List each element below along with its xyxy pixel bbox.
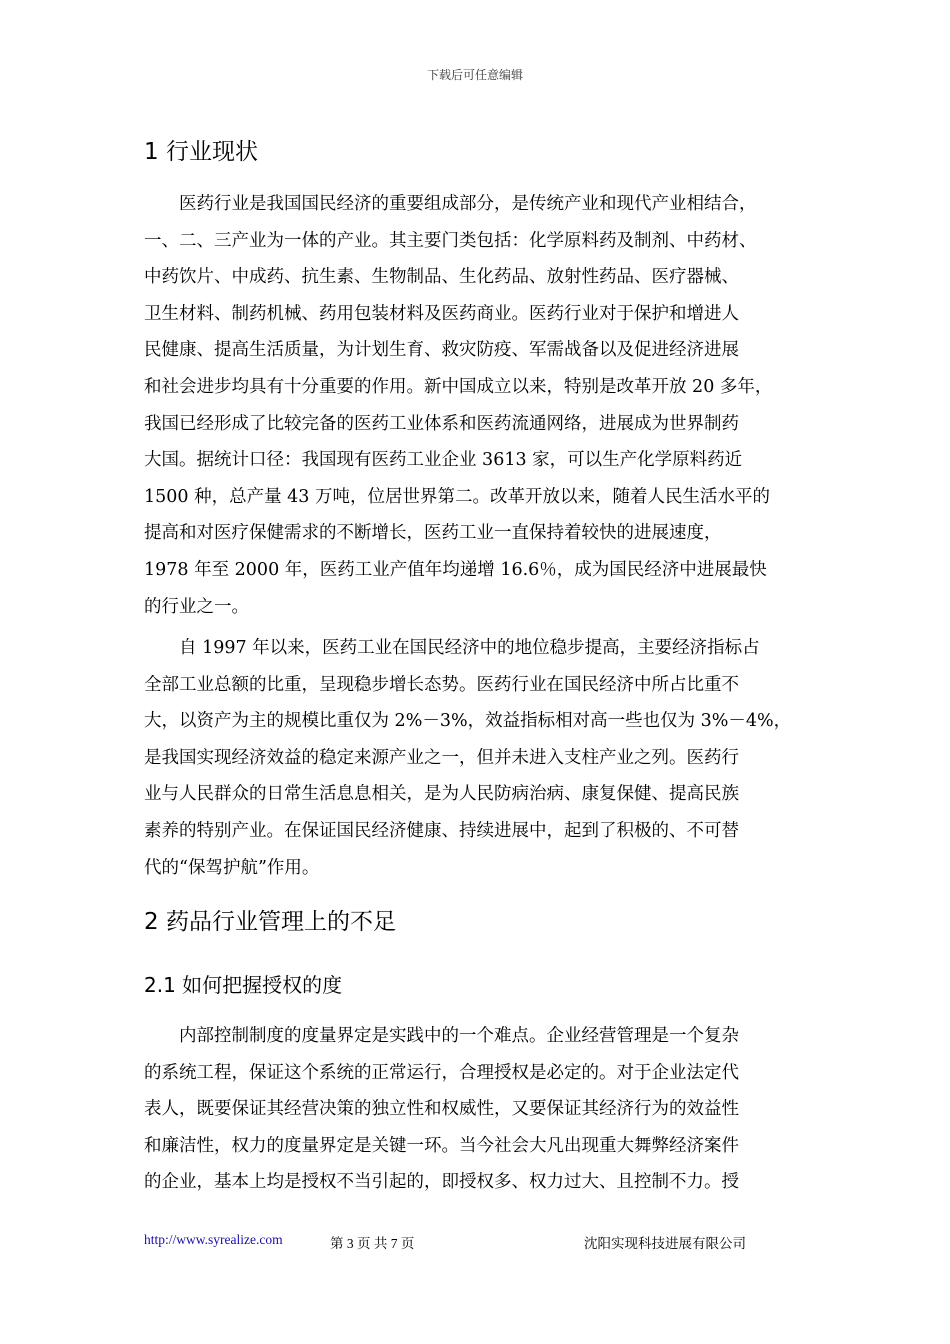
text-line: 1500 种，总产量 43 万吨，位居世界第二。改革开放以来，随着人民生活水平的 bbox=[144, 486, 770, 507]
text-line: 素养的特别产业。在保证国民经济健康、持续进展中，起到了积极的、不可替 bbox=[144, 820, 739, 841]
text-line: 1978 年至 2000 年，医药工业产值年均递增 16.6％，成为国民经济中进展最快 bbox=[144, 559, 767, 580]
footer-company-name: 沈阳实现科技进展有限公司 bbox=[584, 1236, 746, 1251]
section-1-paragraph-2 bbox=[144, 630, 820, 886]
section-2-1-paragraph-1 bbox=[144, 1018, 820, 1201]
text-line: 代的“保驾护航”作用。 bbox=[144, 857, 320, 878]
text-line: 我国已经形成了比较完备的医药工业体系和医药流通网络，进展成为世界制药 bbox=[144, 413, 739, 434]
text-line: 的系统工程，保证这个系统的正常运行，合理授权是必定的。对于企业法定代 bbox=[144, 1062, 739, 1083]
section-2-1-title: 2.1 如何把握授权的度 bbox=[144, 973, 343, 997]
text-line: 的企业，基本上均是授权不当引起的，即授权多、权力过大、且控制不力。授 bbox=[144, 1172, 739, 1193]
text-line: 和社会进步均具有十分重要的作用。新中国成立以来，特别是改革开放 20 多年， bbox=[144, 376, 773, 397]
text-line: 一、二、三产业为一体的产业。其主要门类包括：化学原料药及制剂、中药材、 bbox=[144, 230, 757, 251]
section-1-paragraph-1 bbox=[144, 186, 820, 625]
section-2-title: 2 药品行业管理上的不足 bbox=[144, 909, 396, 935]
page-header-note: 下载后可任意编辑 bbox=[426, 68, 523, 82]
text-line: 自 1997 年以来，医药工业在国民经济中的地位稳步提高，主要经济指标占 bbox=[144, 638, 760, 658]
text-line: 大国。据统计口径：我国现有医药工业企业 3613 家，可以生产化学原料药近 bbox=[144, 450, 743, 471]
text-line: 全部工业总额的比重，呈现稳步增长态势。医药行业在国民经济中所占比重不 bbox=[144, 674, 739, 695]
text-line: 提高和对医疗保健需求的不断增长，医药工业一直保持着较快的进展速度， bbox=[144, 523, 722, 544]
text-line: 的行业之一。 bbox=[144, 596, 249, 617]
text-line: 业与人民群众的日常生活息息相关，是为人民防病治病、康复保健、提高民族 bbox=[144, 784, 739, 805]
text-line: 是我国实现经济效益的稳定来源产业之一，但并未进入支柱产业之列。医药行 bbox=[144, 747, 739, 768]
text-line: 表人，既要保证其经营决策的独立性和权威性，又要保证其经济行为的效益性 bbox=[144, 1099, 739, 1120]
text-line: 中药饮片、中成药、抗生素、生物制品、生化药品、放射性药品、医疗器械、 bbox=[144, 267, 739, 288]
text-line: 内部控制制度的度量界定是实践中的一个难点。企业经营管理是一个复杂 bbox=[144, 1026, 739, 1046]
footer-website-link[interactable]: http://www.syrealize.com bbox=[144, 1232, 283, 1247]
text-line: 卫生材料、制药机械、药用包装材料及医药商业。医药行业对于保护和增进人 bbox=[144, 303, 739, 324]
footer-page-number: 第 3 页 共 7 页 bbox=[330, 1236, 415, 1251]
section-1-title: 1 行业现状 bbox=[144, 139, 258, 165]
text-line: 医药行业是我国国民经济的重要组成部分，是传统产业和现代产业相结合， bbox=[144, 194, 757, 214]
text-line: 大，以资产为主的规模比重仅为 2%－3%，效益指标相对高一些也仅为 3%－4%， bbox=[144, 711, 792, 732]
text-line: 民健康、提高生活质量，为计划生育、救灾防疫、军需战备以及促进经济进展 bbox=[144, 340, 739, 361]
page-footer bbox=[0, 1232, 950, 1252]
text-line: 和廉洁性，权力的度量界定是关键一环。当今社会大凡出现重大舞弊经济案件 bbox=[144, 1135, 739, 1156]
